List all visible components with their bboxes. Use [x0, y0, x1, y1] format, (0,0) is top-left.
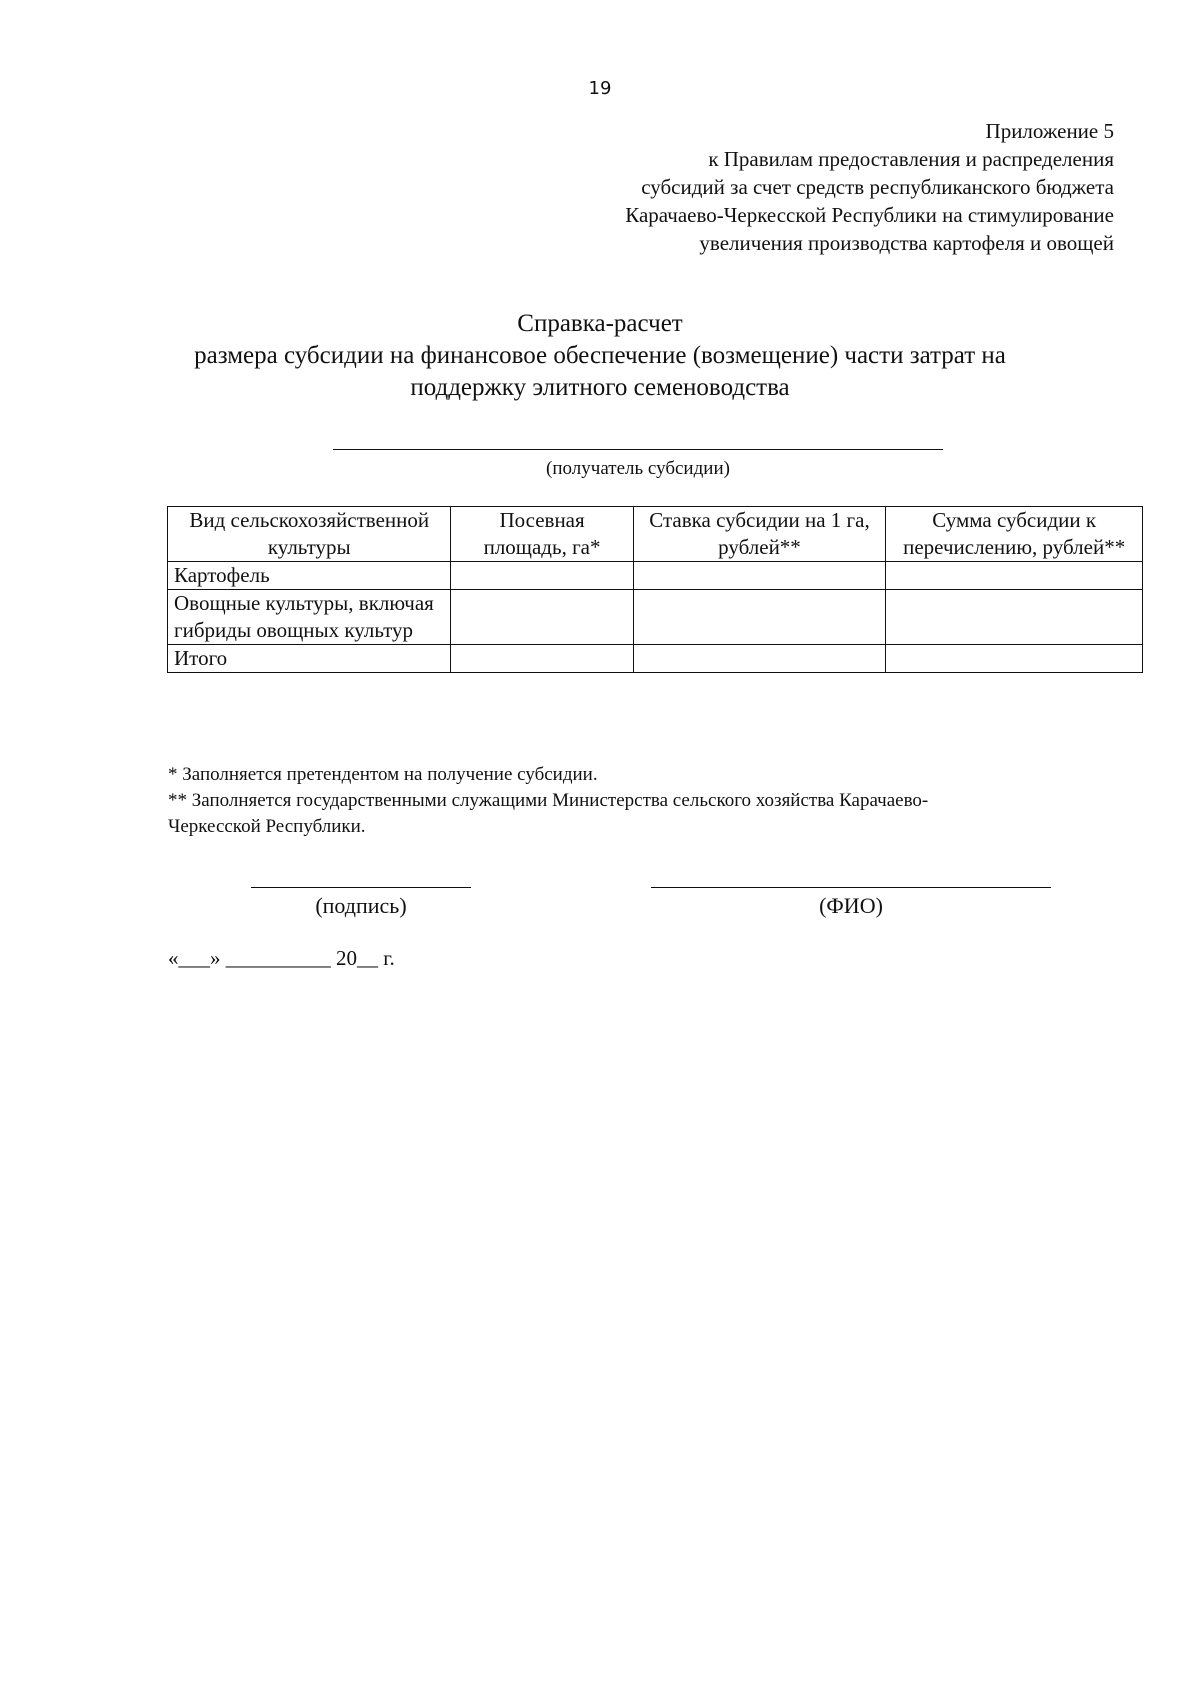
signature-caption: (подпись): [315, 893, 407, 918]
cell-culture: Овощные культуры, включая гибриды овощных культур: [168, 590, 451, 645]
cell-area[interactable]: [451, 590, 633, 645]
table-row: [168, 562, 1143, 590]
subsidy-calculation-table: [167, 506, 1143, 673]
title-subtitle-line: размера субсидии на финансовое обеспечение (возмещение) части затрат на: [194, 342, 1006, 369]
cell-rate[interactable]: [633, 562, 886, 590]
footnote-ministry: ** Заполняется государственными служащими Министерства сельского хозяйства Карачаево-: [168, 790, 929, 811]
table-row: [168, 590, 1143, 645]
cell-area[interactable]: [451, 562, 633, 590]
cell-rate[interactable]: [633, 645, 886, 673]
recipient-blank-line[interactable]: [333, 449, 943, 450]
header-rate: Ставка субсидии на 1 га, рублей**: [633, 507, 886, 562]
cell-culture: Картофель: [168, 562, 451, 590]
cell-culture: Итого: [168, 645, 451, 673]
title-subtitle-line: поддержку элитного семеноводства: [410, 374, 790, 401]
appendix-line: Приложение 5: [985, 119, 1114, 143]
appendix-line: субсидий за счет средств республиканского бюджета: [641, 175, 1114, 199]
table-header-row: [168, 507, 1143, 562]
date-field[interactable]: «___» __________ 20__ г.: [168, 946, 395, 970]
fio-caption: (ФИО): [819, 893, 883, 918]
appendix-reference: [494, 117, 1114, 257]
footnote-applicant: * Заполняется претендентом на получение субсидии.: [168, 764, 598, 785]
cell-area[interactable]: [451, 645, 633, 673]
cell-rate[interactable]: [633, 590, 886, 645]
page-number: 19: [588, 78, 612, 99]
footnote-ministry-cont: Черкесской Республики.: [168, 816, 366, 837]
recipient-caption: (получатель субсидии): [546, 458, 730, 479]
appendix-line: к Правилам предоставления и распределения: [708, 147, 1114, 171]
fio-blank-line[interactable]: [651, 887, 1051, 888]
footnotes: [168, 762, 1128, 840]
appendix-line: Карачаево-Черкесской Республики на стимулирование: [625, 203, 1114, 227]
document-title: [0, 308, 1200, 404]
title-heading: Справка-расчет: [517, 310, 683, 337]
appendix-line: увеличения производства картофеля и овощей: [699, 231, 1114, 255]
header-culture: Вид сельскохозяйственной культуры: [168, 507, 451, 562]
cell-sum[interactable]: [886, 562, 1143, 590]
signature-blank-line[interactable]: [251, 887, 471, 888]
cell-sum[interactable]: [886, 645, 1143, 673]
header-area: Посевная площадь, га*: [451, 507, 633, 562]
table-row: [168, 645, 1143, 673]
header-sum: Сумма субсидии к перечислению, рублей**: [886, 507, 1143, 562]
cell-sum[interactable]: [886, 590, 1143, 645]
